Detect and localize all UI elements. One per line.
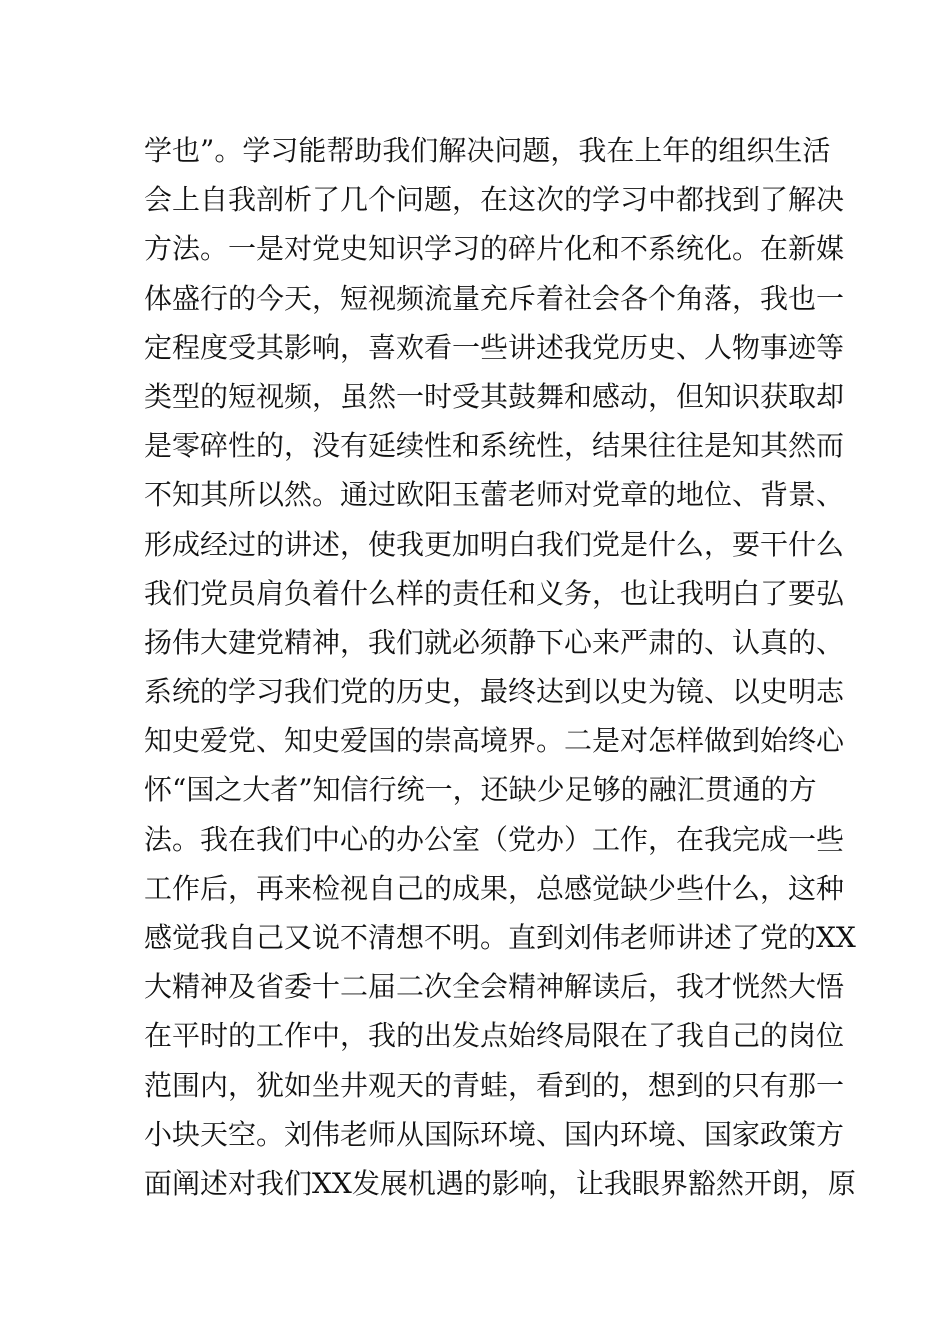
text-line: 怀“国之大者”知信行统一，还缺少足够的融汇贯通的方	[144, 773, 817, 807]
text-line: 体盛行的今天，短视频流量充斥着社会各个角落，我也一	[144, 281, 845, 315]
text-line: 我们党员肩负着什么样的责任和义务，也让我明白了要弘	[144, 576, 845, 610]
text-line: 学也”。学习能帮助我们解决问题，我在上年的组织生活	[144, 134, 831, 167]
text-line: 面阐述对我们XX发展机遇的影响，让我眼界豁然开朗，原	[144, 1166, 856, 1200]
text-line: 类型的短视频，虽然一时受其鼓舞和感动，但知识获取却	[144, 379, 845, 413]
text-line: 法。我在我们中心的办公室（党办）工作，在我完成一些	[144, 822, 845, 856]
text-line: 不知其所以然。通过欧阳玉蕾老师对党章的地位、背景、	[144, 478, 845, 512]
text-line: 定程度受其影响，喜欢看一些讲述我党历史、人物事迹等	[144, 330, 845, 364]
text-line: 知史爱党、知史爱国的崇高境界。二是对怎样做到始终心	[144, 724, 845, 758]
text-line: 感觉我自己又说不清想不明。直到刘伟老师讲述了党的XX	[144, 921, 856, 954]
body-paragraph	[144, 126, 856, 1208]
text-line: 工作后，再来检视自己的成果，总感觉缺少些什么，这种	[144, 871, 845, 905]
text-line: 方法。一是对党史知识学习的碎片化和不系统化。在新媒	[144, 232, 845, 266]
text-line: 大精神及省委十二届二次全会精神解读后，我才恍然大悟	[144, 970, 845, 1004]
text-line: 是零碎性的，没有延续性和系统性，结果往往是知其然而	[144, 429, 845, 463]
text-line: 范围内，犹如坐井观天的青蛙，看到的，想到的只有那一	[144, 1068, 845, 1102]
text-line: 在平时的工作中，我的出发点始终局限在了我自己的岗位	[144, 1019, 845, 1053]
text-line: 扬伟大建党精神，我们就必须静下心来严肃的、认真的、	[144, 625, 845, 659]
text-line: 形成经过的讲述，使我更加明白我们党是什么，要干什么	[144, 527, 845, 561]
text-line: 系统的学习我们党的历史，最终达到以史为镜、以史明志	[144, 675, 845, 709]
text-line: 会上自我剖析了几个问题，在这次的学习中都找到了解决	[144, 183, 845, 217]
text-line: 小块天空。刘伟老师从国际环境、国内环境、国家政策方	[144, 1117, 845, 1151]
